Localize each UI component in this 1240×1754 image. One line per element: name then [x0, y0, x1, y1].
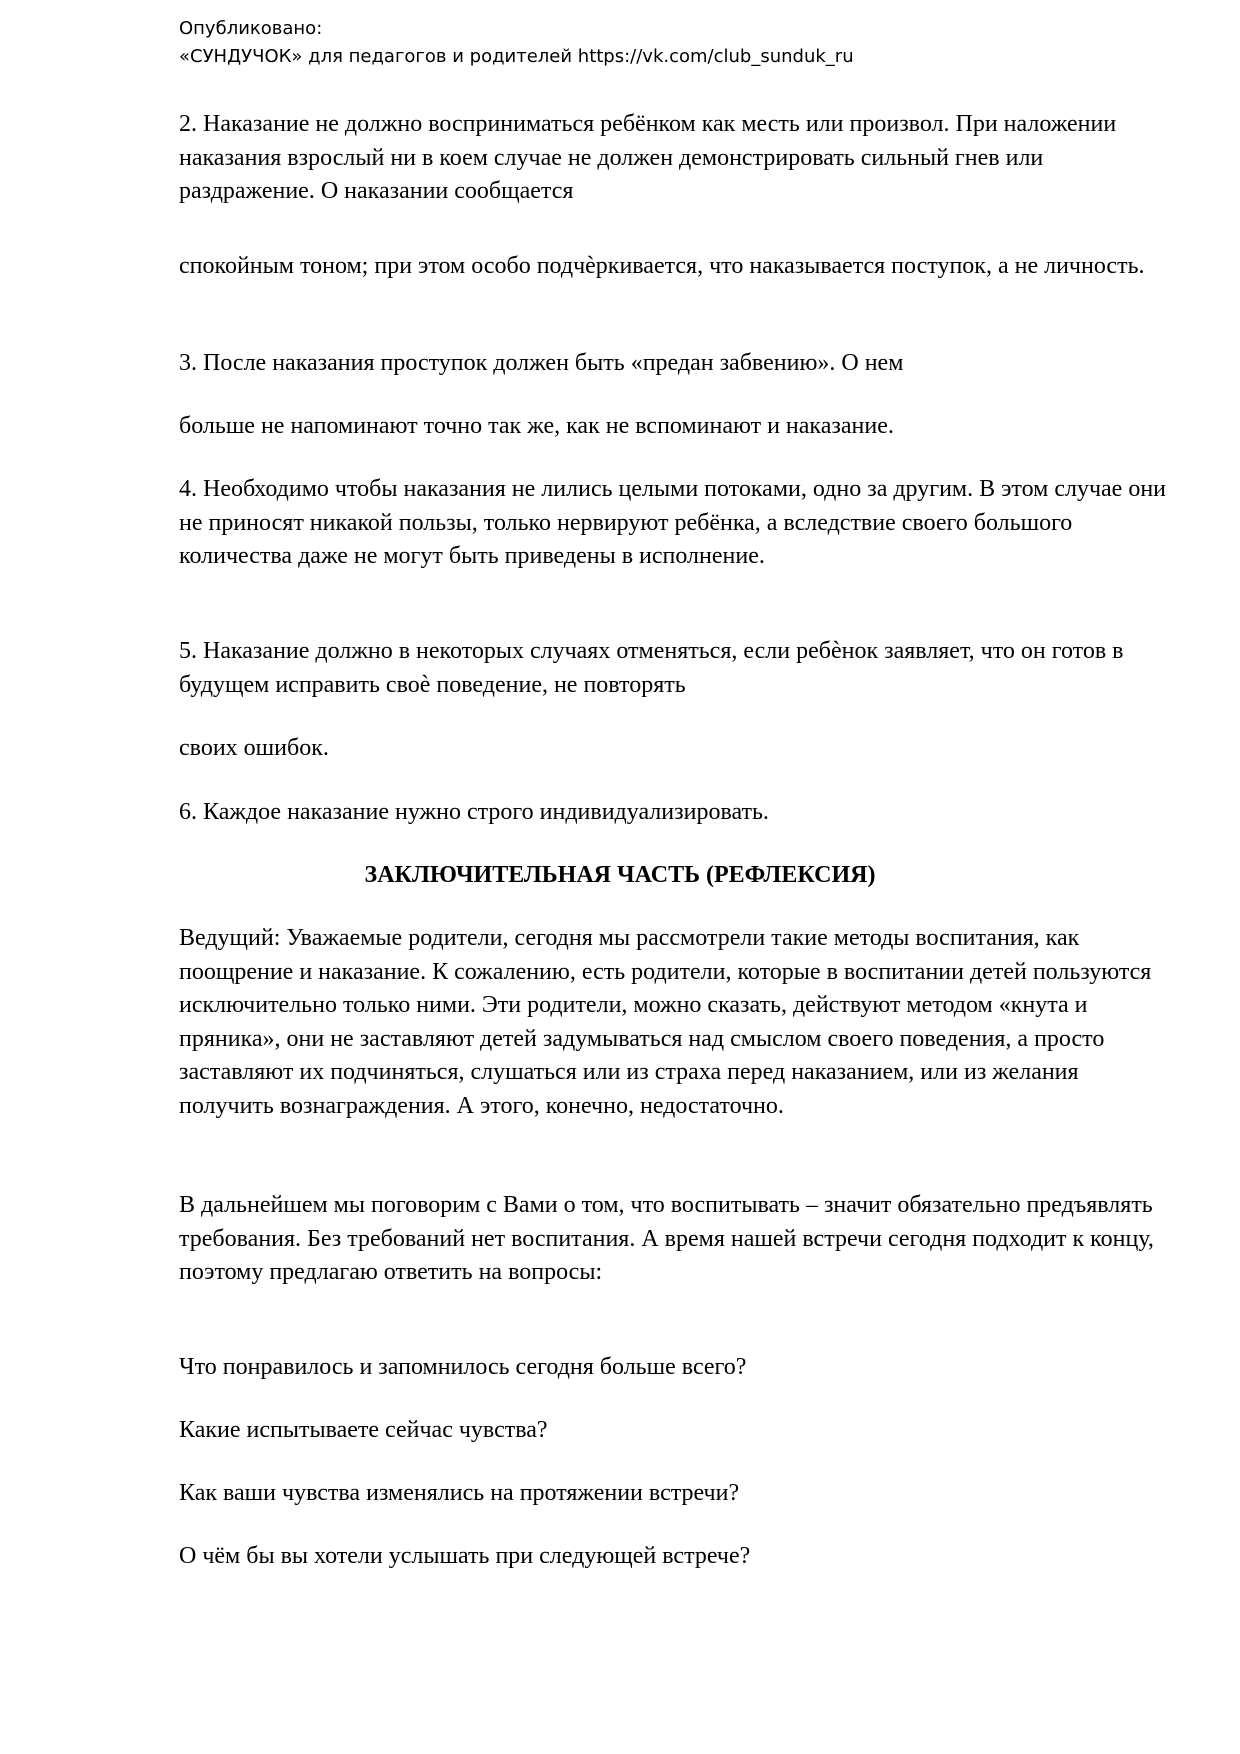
paragraph-5-part2: своих ошибок.: [179, 735, 329, 761]
publication-header: [179, 15, 1179, 71]
paragraph-6: 6. Каждое наказание нужно строго индивидуализировать.: [179, 799, 769, 825]
paragraph-3-part2: больше не напоминают точно так же, как не вспоминают и наказание.: [179, 413, 894, 439]
paragraph-4: 4. Необходимо чтобы наказания не лились целыми потоками, одно за другим. В этом случае они не приносят никакой пользы, только нервируют ребёнка, а вследствие своего большого количества даже не могут быть приведены в исполнение.: [179, 476, 1167, 569]
question-2: Какие испытываете сейчас чувства?: [179, 1417, 548, 1443]
paragraph-2-part2: спокойным тоном; при этом особо подчѐркивается, что наказывается поступок, а не личность.: [179, 253, 1145, 279]
requirements-paragraph: В дальнейшем мы поговорим с Вами о том, что воспитывать – значит обязательно предъявлять требования. Без требований нет воспитания. А время нашей встречи сегодня подходит к концу, поэтому предлагаю ответить на вопросы:: [179, 1192, 1154, 1285]
section-heading: ЗАКЛЮЧИТЕЛЬНАЯ ЧАСТЬ (РЕФЛЕКСИЯ): [364, 862, 876, 888]
header-published-label: Опубликовано:: [179, 18, 323, 39]
question-3: Как ваши чувства изменялись на протяжении встречи?: [179, 1480, 740, 1506]
question-4: О чём бы вы хотели услышать при следующей встрече?: [179, 1543, 751, 1569]
paragraph-3-part1: 3. После наказания проступок должен быть «предан забвению». О нем: [179, 350, 904, 376]
question-1: Что понравилось и запомнилось сегодня больше всего?: [179, 1354, 747, 1380]
paragraph-2-part1: 2. Наказание не должно восприниматься ребёнком как месть или произвол. При наложении наказания взрослый ни в коем случае не должен демонстрировать сильный гнев или раздражение. О наказании сообщается: [179, 111, 1117, 204]
host-speech-paragraph: Ведущий: Уважаемые родители, сегодня мы рассмотрели такие методы воспитания, как поощрение и наказание. К сожалению, есть родители, которые в воспитании детей пользуются исключительно только ними. Эти родители, можно сказать, действуют методом «кнута и пряника», они не заставляют детей задумываться над смыслом своего поведения, а просто заставляют их подчиняться, слушаться или из страха перед наказанием, или из желания получить вознаграждения. А этого, конечно, недостаточно.: [179, 925, 1152, 1119]
header-source-line: «СУНДУЧОК» для педагогов и родителей https://vk.com/club_sunduk_ru: [179, 46, 854, 67]
paragraph-5-part1: 5. Наказание должно в некоторых случаях отменяться, если ребѐнок заявляет, что он готов в будущем исправить своѐ поведение, не повторять: [179, 638, 1124, 698]
